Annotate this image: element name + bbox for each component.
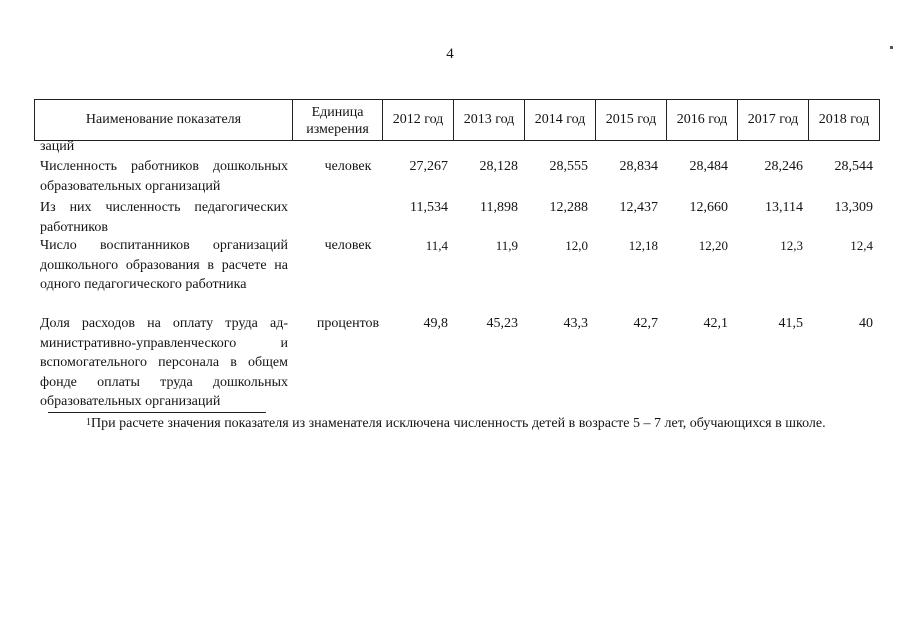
page-number: 4 [446, 46, 454, 62]
row-indicator-name: Из них численность педагогических работников [40, 200, 288, 235]
cell-2013: 28,128 [479, 159, 518, 174]
header-year-2012: 2012 год [383, 100, 454, 141]
cell-2017: 41,5 [778, 316, 803, 331]
cell-2012: 11,4 [425, 238, 448, 253]
header-indicator-name: Наименование показателя [35, 100, 293, 141]
cell-2018: 40 [859, 316, 873, 331]
row-unit: человек [324, 238, 372, 253]
header-unit-line1: Единица [311, 105, 364, 120]
cell-2016: 12,660 [689, 200, 728, 215]
cell-2013: 45,23 [486, 316, 518, 331]
row-unit: человек [324, 159, 372, 174]
table-row [40, 157, 890, 198]
cell-2015: 12,437 [619, 200, 658, 215]
cell-2018: 13,309 [834, 200, 873, 215]
table-body [40, 157, 890, 412]
header-unit-line2: измерения [306, 122, 369, 137]
cell-2014: 12,0 [565, 238, 588, 253]
row-unit: процентов [316, 316, 380, 331]
footnote [46, 414, 861, 433]
cell-2018: 28,544 [834, 159, 873, 174]
cell-2014: 28,555 [549, 159, 588, 174]
header-row [35, 100, 880, 141]
table-header [34, 99, 880, 141]
cell-2016: 42,1 [703, 316, 728, 331]
header-year-2018: 2018 год [809, 100, 880, 141]
cell-2014: 43,3 [563, 316, 588, 331]
cell-2016: 28,484 [689, 159, 728, 174]
cell-2015: 42,7 [633, 316, 658, 331]
row-indicator-name: Число воспитанников организаций дошкольного образования в расчете на одного педагогического работника [40, 238, 288, 292]
cell-2013: 11,898 [480, 200, 518, 215]
cell-2017: 28,246 [764, 159, 803, 174]
scan-mark [890, 46, 893, 49]
table-row [40, 314, 890, 412]
footnote-marker: 1 [86, 417, 91, 428]
header-unit [293, 100, 383, 141]
cell-2017: 12,3 [780, 238, 803, 253]
footnote-divider [48, 412, 266, 413]
cell-2016: 12,20 [698, 238, 728, 253]
cell-2013: 11,9 [495, 238, 518, 253]
cell-2012: 11,534 [410, 200, 448, 215]
header-year-2013: 2013 год [454, 100, 525, 141]
cell-2012: 27,267 [409, 159, 448, 174]
cell-2015: 12,18 [628, 238, 658, 253]
header-year-2014: 2014 год [525, 100, 596, 141]
table-row [40, 236, 890, 314]
cell-2017: 13,114 [765, 200, 803, 215]
cell-2018: 12,4 [850, 238, 873, 253]
footnote-text: При расчете значения показателя из знаменателя исключена численность детей в возрасте 5 – 7 лет, обучающихся в школе. [91, 416, 826, 431]
row-indicator-name: Доля расходов на оплату труда административно-управленческого и вспомогательного персонала в общем фонде оплаты труда дошкольных образовательных организаций [40, 316, 288, 409]
header-year-2016: 2016 год [667, 100, 738, 141]
cell-2014: 12,288 [549, 200, 588, 215]
cell-2015: 28,834 [619, 159, 658, 174]
cell-2012: 49,8 [423, 316, 448, 331]
continuation-text: заций [40, 139, 75, 154]
header-year-2017: 2017 год [738, 100, 809, 141]
header-year-2015: 2015 год [596, 100, 667, 141]
row-indicator-name: Численность работников дошкольных образовательных организаций [40, 159, 288, 194]
table-row [40, 198, 890, 236]
